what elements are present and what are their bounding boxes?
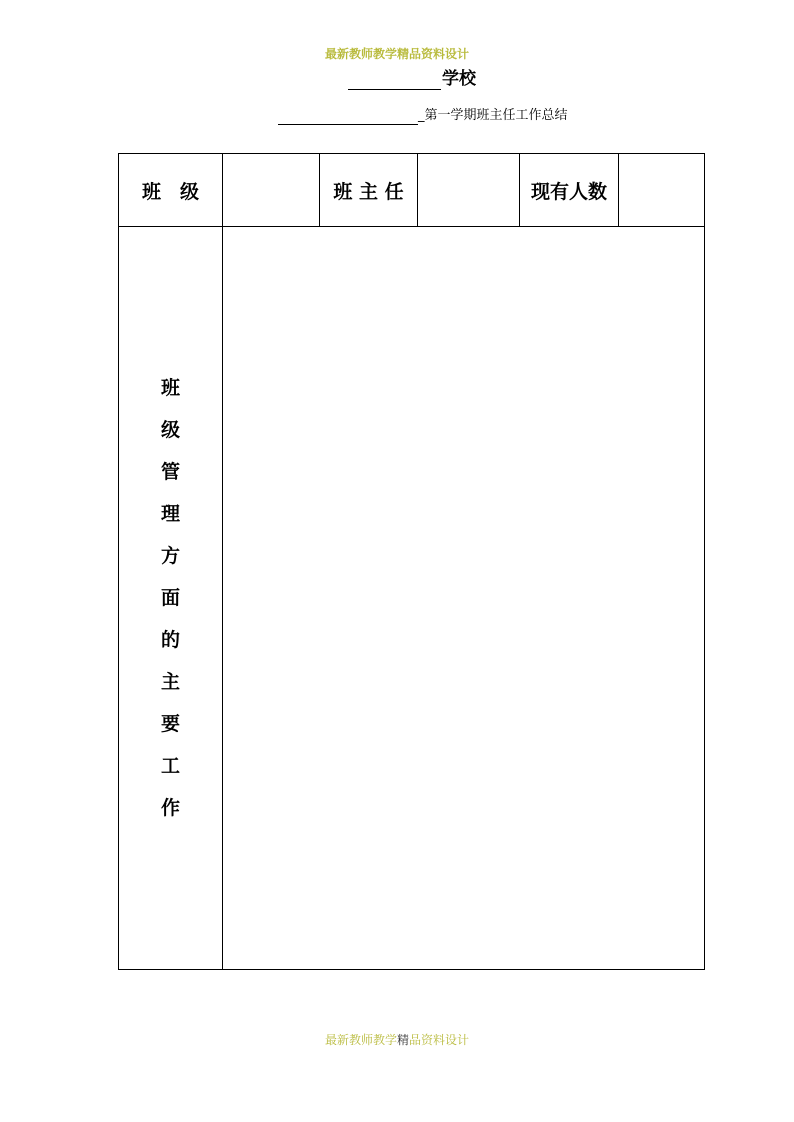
school-suffix: 学校 [442,69,476,89]
footer-watermark [0,1031,794,1048]
head-teacher-field[interactable] [418,154,520,227]
head-teacher-label: 班 主 任 [320,154,418,227]
footer-watermark-part3: 品资料设计 [409,1033,470,1047]
section-label [119,227,223,970]
footer-watermark-part2: 精 [396,1033,409,1047]
section-label-char: 班 [160,377,180,399]
content-row [119,227,705,970]
subtitle-text: _第一学期班主任工作总结 [418,108,568,123]
section-label-char: 工 [160,755,180,777]
section-label-char: 方 [160,545,180,567]
school-name-blank[interactable] [348,67,441,90]
section-label-char: 管 [160,461,180,483]
summary-form-table [118,153,705,970]
class-field[interactable] [223,154,320,227]
footer-watermark-part1: 最新教师教学 [324,1033,397,1047]
school-title [348,66,476,90]
student-count-label: 现有人数 [520,154,619,227]
header-row [119,154,705,227]
section-label-char: 作 [160,797,180,819]
section-content-field[interactable] [223,227,705,970]
student-count-field[interactable] [619,154,705,227]
year-blank[interactable] [278,106,418,125]
section-label-char: 的 [160,629,180,651]
header-watermark: 最新教师教学精品资料设计 [324,47,469,61]
section-label-char: 主 [160,671,180,693]
subtitle [278,105,568,125]
class-label: 班 级 [119,154,223,227]
section-label-char: 理 [160,503,180,525]
section-label-char: 要 [160,713,180,735]
section-label-char: 面 [160,587,180,609]
section-label-char: 级 [160,419,180,441]
